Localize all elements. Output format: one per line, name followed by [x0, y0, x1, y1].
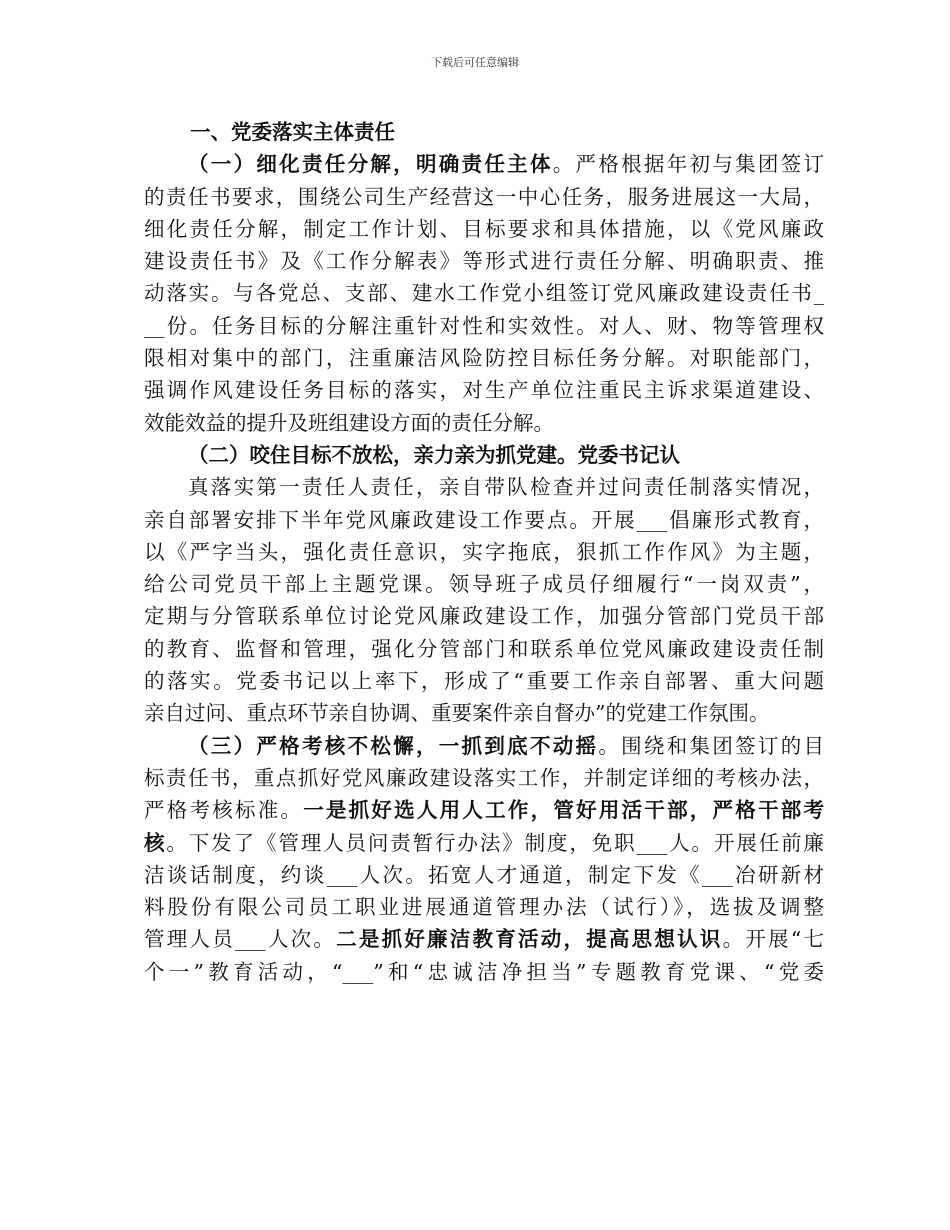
paragraph-3-line-6: 料股份有限公司员工职业进展通道管理办法（试行）》，选拔及调整	[144, 895, 824, 920]
page-header: 下载后可任意编辑	[431, 56, 519, 69]
paragraph-2-heading: （二）咬住目标不放松，亲力亲为抓党建。党委书记认	[188, 442, 680, 467]
paragraph-2-line-7: 的落实。党委书记以上率下，形成了“重要工作亲自部署、重大问题	[144, 669, 824, 694]
paragraph-2-line-8: 亲自过问、重点环节亲自协调、重要案件亲自督办”的党建工作氛围。	[144, 701, 770, 726]
paragraph-1-heading: （一）细化责任分解，明确责任主体	[188, 152, 553, 177]
paragraph-2-line-6: 的教育、监督和管理，强化分管部门和联系单位党风廉政建设责任制	[144, 636, 824, 661]
document-body	[144, 116, 824, 988]
paragraph-2-line-4: 给公司党员干部上主题党课。领导班子成员仔细履行“一岗双责”，	[144, 572, 824, 597]
paragraph-3-line-8: 个一”教育活动，“___”和“忠诚洁净担当”专题教育党课、“党委	[144, 959, 824, 984]
section-heading: 一、党委落实主体责任	[190, 120, 395, 144]
paragraph-1-line-7: 限相对集中的部门，注重廉洁风险防控目标任务分解。对职能部门，	[144, 346, 824, 371]
paragraph-2-line-5: 定期与分管联系单位讨论党风廉政建设工作，加强分管部门党员干部	[144, 604, 824, 629]
paragraph-3-line-4: 核。下发了《管理人员问责暂行办法》制度，免职___人。开展任前廉	[144, 830, 825, 855]
paragraph-1-line-9: 效能效益的提升及班组建设方面的责任分解。	[144, 410, 554, 435]
paragraph-1-line-1: （一）细化责任分解，明确责任主体。严格根据年初与集团签订	[188, 152, 825, 177]
paragraph-2-line-1: 真落实第一责任人责任，亲自带队检查并过问责任制落实情况，	[188, 475, 824, 500]
paragraph-3-heading: （三）严格考核不松懈，一抓到底不动摇	[188, 733, 599, 758]
paragraph-1-line-6: __份。任务目标的分解注重针对性和实效性。对人、财、物等管理权	[144, 313, 824, 338]
paragraph-1-line-4: 建设责任书》及《工作分解表》等形式进行责任分解、明确职责、推	[144, 249, 824, 274]
emphasis-point-1: 一是抓好选人用人工作，管好用活干部，严格干部考	[303, 798, 825, 823]
paragraph-3-line-7: 管理人员___人次。二是抓好廉洁教育活动，提高思想认识。开展“七	[144, 927, 825, 952]
paragraph-2-line-2: 亲自部署安排下半年党风廉政建设工作要点。开展___倡廉形式教育，	[144, 507, 824, 532]
paragraph-3-line-2: 标责任书，重点抓好党风廉政建设落实工作，并制定详细的考核办法，	[144, 765, 824, 790]
paragraph-1-line-8: 强调作风建设任务目标的落实，对生产单位注重民主诉求渠道建设、	[144, 378, 824, 403]
paragraph-3-line-1: （三）严格考核不松懈，一抓到底不动摇。围绕和集团签订的目	[188, 733, 825, 758]
paragraph-1-line-2: 的责任书要求，围绕公司生产经营这一中心任务，服务进展这一大局，	[144, 184, 824, 209]
paragraph-3-line-5: 洁谈话制度，约谈___人次。拓宽人才通道，制定下发《___冶研新材	[144, 862, 824, 887]
paragraph-2-line-3: 以《严字当头，强化责任意识，实字拖底，狠抓工作作风》为主题，	[144, 539, 824, 564]
paragraph-3-line-3: 严格考核标准。一是抓好选人用人工作，管好用活干部，严格干部考	[144, 798, 825, 823]
paragraph-1-line-3: 细化责任分解，制定工作计划、目标要求和具体措施，以《党风廉政	[144, 216, 824, 241]
emphasis-point-2: 二是抓好廉洁教育活动，提高思想认识	[336, 927, 723, 952]
paragraph-1-line-5: 动落实。与各党总、支部、建水工作党小组签订党风廉政建设责任书_	[144, 281, 824, 306]
